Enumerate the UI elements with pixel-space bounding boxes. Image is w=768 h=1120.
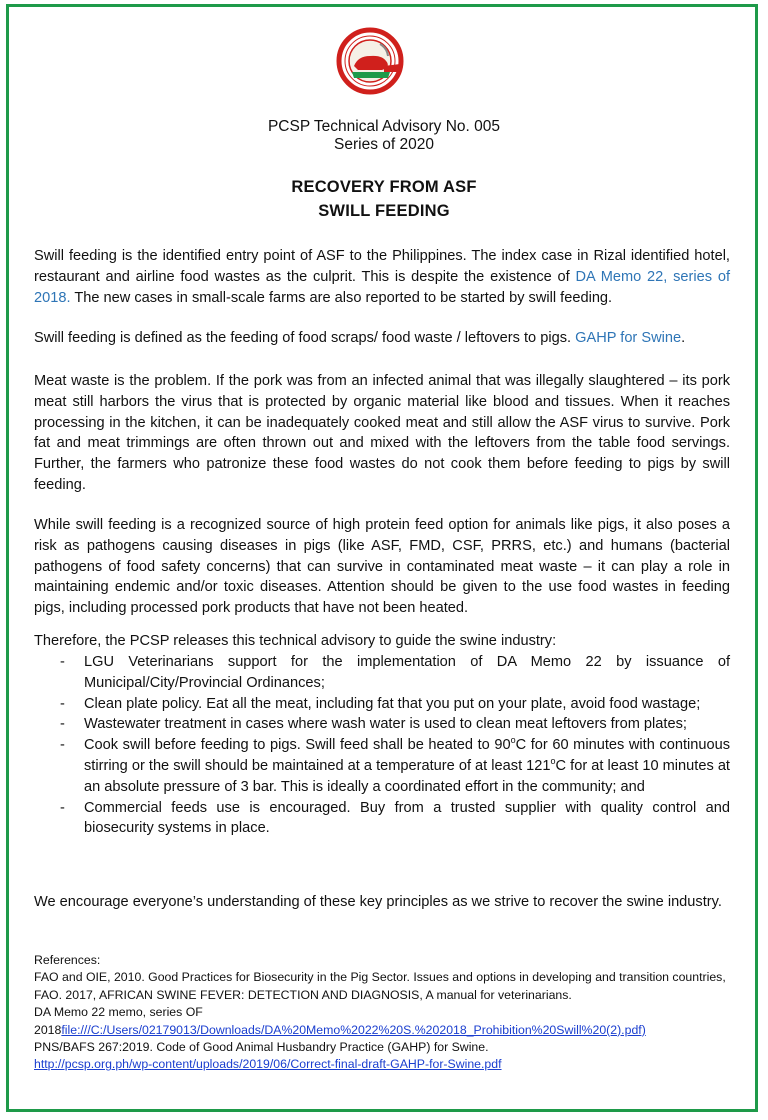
document-title-line2: SWILL FEEDING	[318, 202, 450, 220]
references-section	[34, 952, 734, 1074]
reference-item	[34, 1056, 734, 1073]
list-item: - Clean plate policy. Eat all the meat, including fat that you put on your plate, avoid food wastage;	[34, 694, 730, 715]
paragraph-meat-waste: Meat waste is the problem. If the pork was from an infected animal that was illegally slaughtered – its pork meat still harbors the virus that is protected by organic material like blood and tissues. When it reaches processing in the kitchen, it can be inadequately cooked meat and still allow the ASF virus to survive. Pork fat and meat trimmings are often thrown out and mixed with the leftovers from the table food servings. Further, the farmers who patronize these food wastes do not cook them before feeding to pigs by swill feeding.	[34, 373, 730, 493]
document-title-line1: RECOVERY FROM ASF	[291, 178, 477, 196]
references-heading: References:	[34, 953, 101, 967]
advisory-number: PCSP Technical Advisory No. 005	[267, 118, 501, 135]
reference-item: DA Memo 22 memo, series OF	[34, 1005, 203, 1020]
reference-item: 2018file:///C:/Users/02179013/Downloads/DA%20Memo%2022%20S.%202018_Prohibition%20Swill%20(2).pdf)	[34, 1022, 646, 1037]
paragraph-pathogen-risk: While swill feeding is a recognized source of high protein feed option for animals like pigs, it also poses a risk as pathogens causing diseases in pigs (like ASF, FMD, CSF, PRRS, etc.) and humans (bacterial pathogens of food safety concerns) that can survive in contaminated meat waste – it can play a role in maintaining endemic and/or toxic diseases. Attention should be given to the use food wastes in feeding pigs, including processed pork products that have not been heated.	[34, 517, 730, 617]
paragraph-swill-entry-point: Swill feeding is the identified entry point of ASF to the Philippines. The index case in Rizal identified hotel, restaurant and airline food wastes as the culprit. This is despite the existence of DA Memo 22, series of 2018. The new cases in small-scale farms are also reported to be started by swill feeding.	[34, 248, 730, 306]
da-memo-file-link[interactable]: file:///C:/Users/02179013/Downloads/DA%20Memo%2022%20S.%202018_Prohibition%20Swill%20(2).pdf)	[61, 1022, 646, 1037]
pcsp-seal-logo	[334, 26, 406, 96]
reference-item: FAO. 2017, AFRICAN SWINE FEVER: DETECTION AND DIAGNOSIS, A manual for veterinarians.	[34, 987, 572, 1002]
reference-item: FAO and OIE, 2010. Good Practices for Biosecurity in the Pig Sector. Issues and options in developing and transition countries,	[34, 970, 726, 985]
paragraph-therefore: Therefore, the PCSP releases this technical advisory to guide the swine industry:	[34, 633, 557, 649]
list-item: - Cook swill before feeding to pigs. Swill feed shall be heated to 90$^o$C for 60 minutes with continuous stirring or the swill should be maintained at a temperature of at least 121$^o$C for at least 10 minutes at an absolute pressure of 3 bar. This is ideally a coordinated effort in the community; and	[34, 735, 730, 797]
list-item: - LGU Veterinarians support for the implementation of DA Memo 22 by issuance of Municipal/City/Provincial Ordinances;	[34, 652, 730, 694]
da-memo-22-link[interactable]: DA Memo 22, series of 2018.	[34, 268, 730, 306]
reference-item: PNS/BAFS 267:2019. Code of Good Animal Husbandry Practice (GAHP) for Swine.	[34, 1040, 489, 1055]
list-item: - Commercial feeds use is encouraged. Buy from a trusted supplier with quality control and biosecurity systems in place.	[34, 798, 730, 840]
list-item: - Wastewater treatment in cases where wash water is used to clean meat leftovers from plates;	[34, 714, 730, 735]
paragraph-closing: We encourage everyone’s understanding of these key principles as we strive to recover the swine industry.	[34, 894, 722, 910]
advisory-series: Series of 2020	[334, 136, 434, 153]
recommendations-list	[34, 652, 730, 839]
gahp-for-swine-link[interactable]: GAHP for Swine	[575, 330, 682, 346]
paragraph-swill-definition: Swill feeding is defined as the feeding of food scraps/ food waste / leftovers to pigs. GAHP for Swine.	[34, 330, 686, 346]
gahp-pdf-link[interactable]: http://pcsp.org.ph/wp-content/uploads/2019/06/Correct-final-draft-GAHP-for-Swine.pdf	[34, 1057, 502, 1072]
